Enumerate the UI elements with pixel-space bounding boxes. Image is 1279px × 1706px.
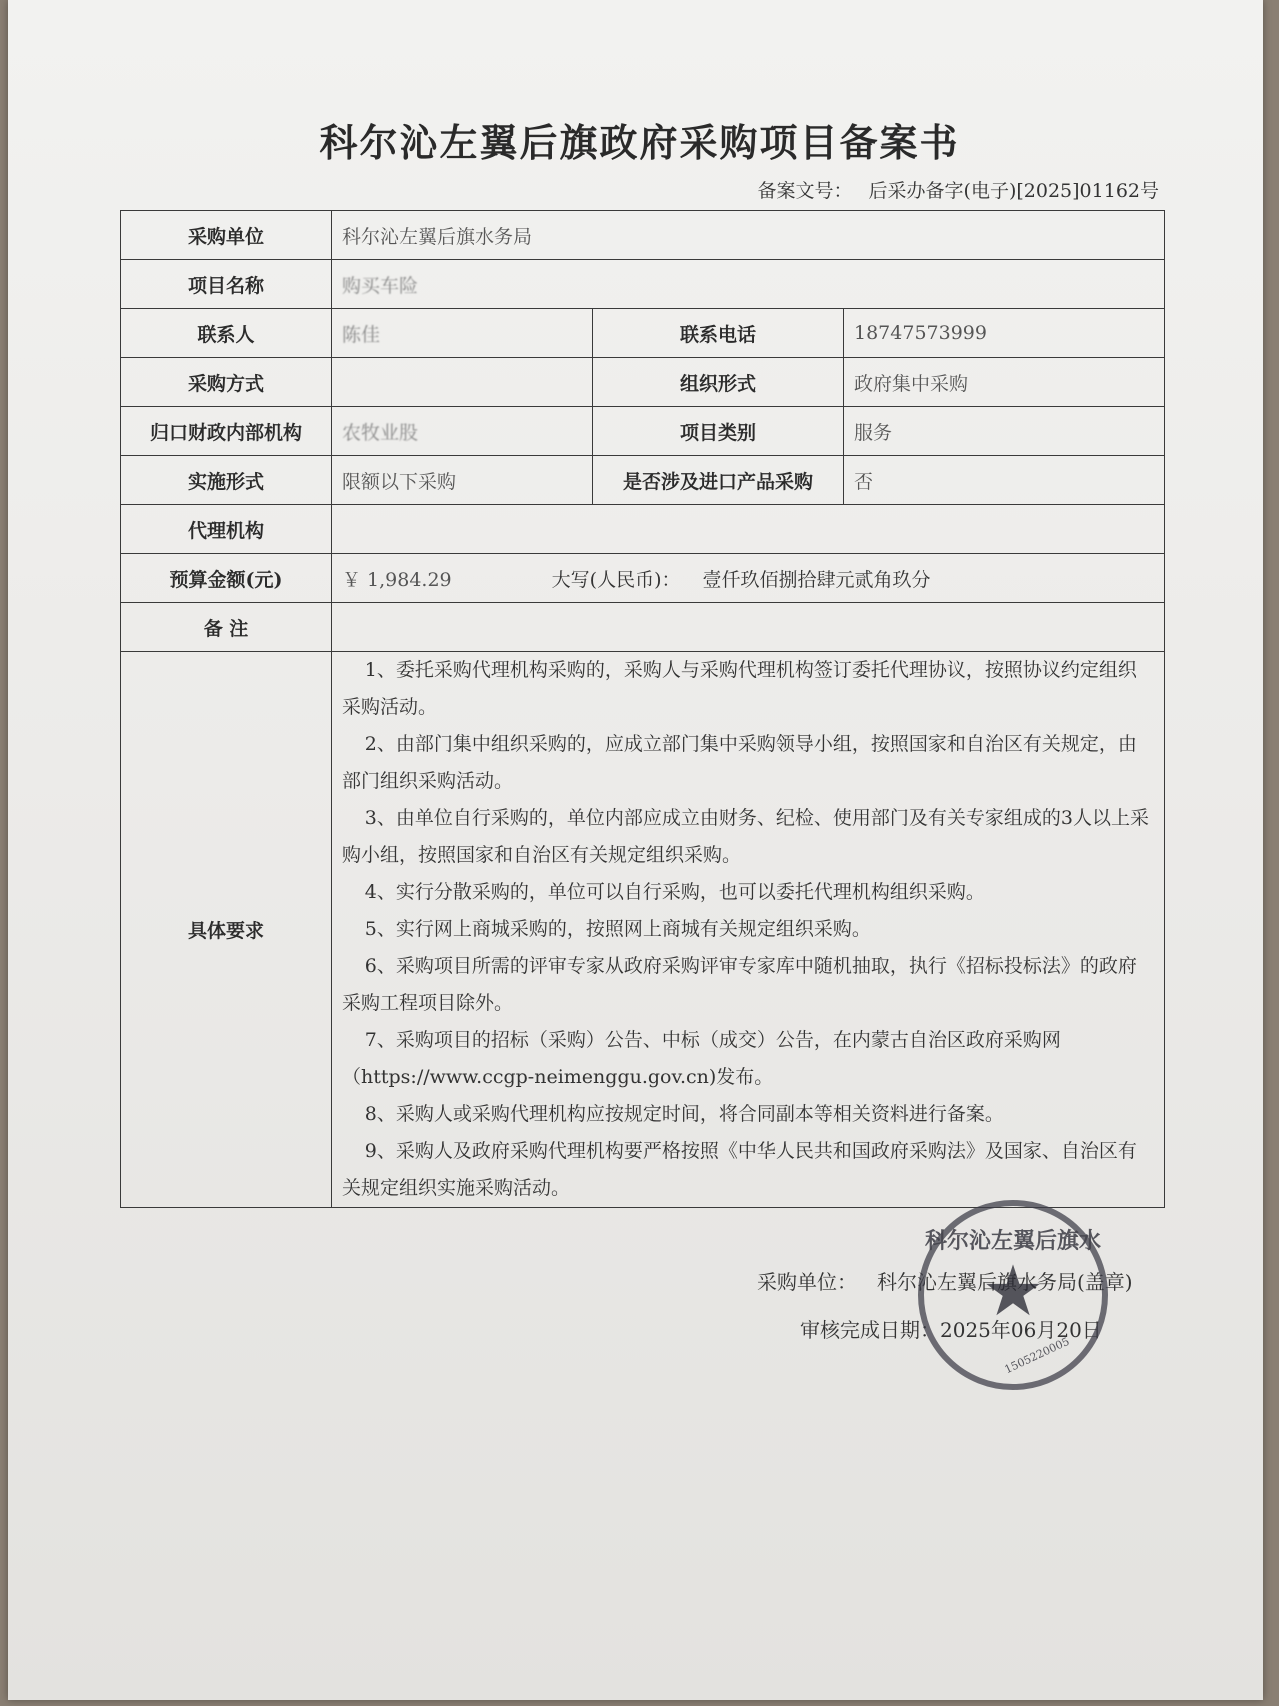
org-value: 政府集中采购 (844, 358, 1165, 407)
impl-value: 限额以下采购 (332, 456, 593, 505)
requirement-item: 3、由单位自行采购的，单位内部应成立由财务、纪检、使用部门及有关专家组成的3人以上采购小组，按照国家和自治区有关规定组织采购。 (342, 807, 1149, 866)
phone-label: 联系电话 (593, 309, 844, 358)
filing-form-table (120, 210, 1165, 1208)
footer-date-label: 审核完成日期： (800, 1318, 940, 1342)
seal-text: 科尔沁左翼后旗水 (924, 1228, 1101, 1254)
footer-unit-value: 科尔沁左翼后旗水务局(盖章) (877, 1270, 1133, 1294)
seal-star-icon: ★ (981, 1249, 1045, 1332)
import-value: 否 (844, 456, 1165, 505)
footer-unit-label: 采购单位： (757, 1270, 857, 1294)
table-row (121, 309, 1165, 358)
record-number-value: 后采办备字(电子)[2025]01162号 (868, 180, 1159, 202)
official-seal (918, 1200, 1108, 1390)
requirement-item: 4、实行分散采购的，单位可以自行采购，也可以委托代理机构组织采购。 (364, 881, 985, 903)
table-row (121, 603, 1165, 652)
requirement-item: 2、由部门集中组织采购的，应成立部门集中采购领导小组，按照国家和自治区有关规定，由部门组织采购活动。 (342, 733, 1137, 792)
budget-cell (332, 554, 1165, 603)
method-value (332, 358, 593, 407)
table-row (121, 456, 1165, 505)
requirement-item: 9、采购人及政府采购代理机构要严格按照《中华人民共和国政府采购法》及国家、自治区有关规定组织实施采购活动。 (342, 1140, 1137, 1199)
budget-upper-label: 大写(人民币)： (551, 568, 681, 591)
remark-value (332, 603, 1165, 652)
method-label: 采购方式 (121, 358, 332, 407)
contact-value: 陈佳 (332, 309, 593, 358)
budget-upper-value: 壹仟玖佰捌拾肆元贰角玖分 (702, 568, 931, 591)
dept-value: 农牧业股 (332, 407, 593, 456)
requirement-item: 1、委托采购代理机构采购的，采购人与采购代理机构签订委托代理协议，按照协议约定组织采购活动。 (342, 659, 1137, 718)
project-label: 项目名称 (121, 260, 332, 309)
agency-label: 代理机构 (121, 505, 332, 554)
impl-label: 实施形式 (121, 456, 332, 505)
unit-label: 采购单位 (121, 211, 332, 260)
requirement-item: 7、采购项目的招标（采购）公告、中标（成交）公告，在内蒙古自治区政府采购网（https://www.ccgp-neimenggu.gov.cn)发布。 (342, 1029, 1061, 1088)
category-value: 服务 (844, 407, 1165, 456)
project-value: 购买车险 (332, 260, 1165, 309)
table-row (121, 407, 1165, 456)
budget-label: 预算金额(元) (121, 554, 332, 603)
agency-value (332, 505, 1165, 554)
record-number-label: 备案文号： (757, 180, 853, 202)
category-label: 项目类别 (593, 407, 844, 456)
requirement-item: 8、采购人或采购代理机构应按规定时间，将合同副本等相关资料进行备案。 (364, 1103, 1004, 1125)
remark-label: 备 注 (121, 603, 332, 652)
org-label: 组织形式 (593, 358, 844, 407)
requirement-item: 6、采购项目所需的评审专家从政府采购评审专家库中随机抽取，执行《招标投标法》的政府采购工程项目除外。 (342, 955, 1137, 1014)
table-row (121, 554, 1165, 603)
footer-date-value: 2025年06月20日 (940, 1318, 1102, 1342)
document-title: 科尔沁左翼后旗政府采购项目备案书 (319, 120, 960, 165)
budget-value: ￥ 1,984.29 (342, 568, 452, 591)
seal-number: 1505220005 (1002, 1334, 1072, 1377)
unit-value: 科尔沁左翼后旗水务局 (332, 211, 1165, 260)
table-row (121, 505, 1165, 554)
table-row (121, 260, 1165, 309)
dept-label: 归口财政内部机构 (121, 407, 332, 456)
requirements-list (332, 652, 1165, 1208)
table-row (121, 358, 1165, 407)
table-row (121, 652, 1165, 1208)
import-label: 是否涉及进口产品采购 (593, 456, 844, 505)
contact-label: 联系人 (121, 309, 332, 358)
phone-value: 18747573999 (844, 309, 1165, 358)
requirements-label: 具体要求 (121, 652, 332, 1208)
record-number (742, 176, 1159, 203)
table-row (121, 211, 1165, 260)
requirement-item: 5、实行网上商城采购的，按照网上商城有关规定组织采购。 (364, 918, 871, 940)
